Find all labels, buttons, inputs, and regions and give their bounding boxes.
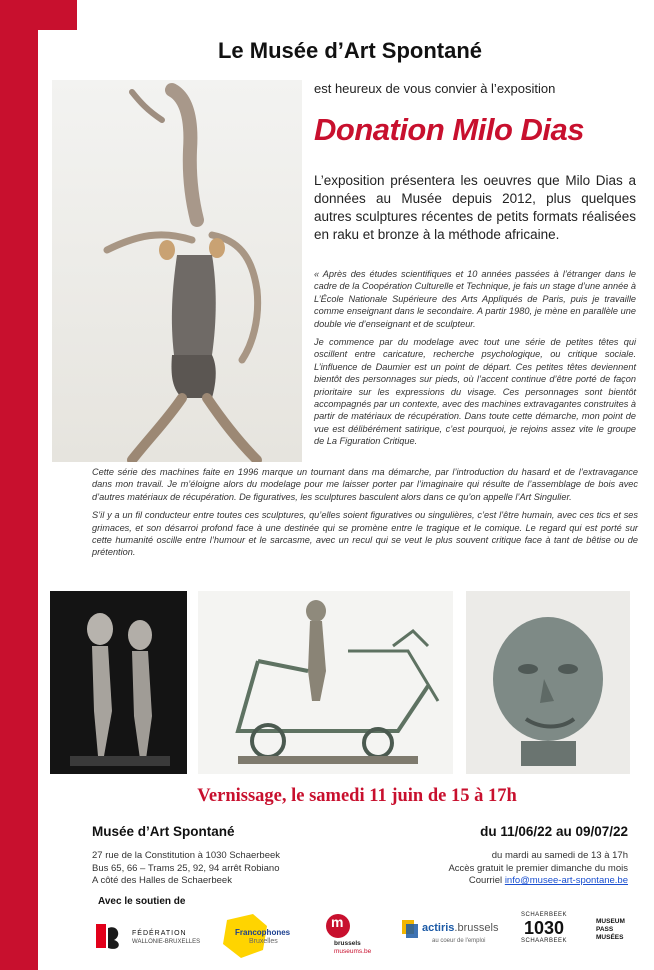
artist-statement-column xyxy=(314,268,636,454)
page-title: Le Musée d’Art Spontané xyxy=(217,38,483,63)
francophones-line-1: Francophones xyxy=(235,928,291,937)
intro-paragraph: L’exposition présentera les oeuvres que Milo Dias a données au Musée depuis 2012, plus quelques autres sculptures récentes de petits formats réalisées en raku et bronze à la méthode africaine. xyxy=(314,173,636,242)
opening-hours xyxy=(448,850,628,888)
email-link[interactable]: info@musee-art-spontane.be xyxy=(504,875,628,886)
mpm-line-2: PASS xyxy=(596,926,614,933)
statement-paragraph-4: S’il y a un fil conducteur entre toutes ces sculptures, qu’elles soient figuratives ou singulières, c’est l’être humain, avec ces tics et ses grimaces, et son désarroi profond face à une destinée qui se promène entre le tragique et le comique. Le regard qui est porté sur cette humanité oscille entre l’humour et le sarcasme, avec un recul qui se veut le plus souvent critique face à tant de bêtise ou de prétention. xyxy=(92,510,638,558)
logo-schaerbeek-1030 xyxy=(514,912,574,960)
sculpture-photo-main xyxy=(52,80,302,462)
email-label: Courriel xyxy=(468,875,503,886)
statement-paragraph-1: « Après des études scientifiques et 10 années passées à l’étranger dans le cadre de la Coopération Culturelle et Technique, je fais un stage d’une année à L’École Nationale Supérieure des Arts Appliqués de Paris, puis je travaille comme enseignant dans le secondaire. A partir 1980, je mène en parallèle une double vie d’enseignant et de sculpteur. xyxy=(314,269,636,329)
mpm-line-1: MUSEUM xyxy=(596,918,625,925)
fwb-line-2: WALLONIE-BRUXELLES xyxy=(132,939,201,945)
fwb-line-1: FÉDÉRATION xyxy=(132,930,187,937)
bm-letter: m xyxy=(331,914,344,930)
logo-francophones-bruxelles xyxy=(219,912,305,960)
museum-name: Musée d’Art Spontané xyxy=(92,824,235,839)
address-line-3: A côté des Halles de Schaerbeek xyxy=(92,875,232,886)
schaerbeek-bottom: SCHAARBEEK xyxy=(520,938,567,944)
address-line-2: Bus 65, 66 – Trams 25, 92, 94 arrêt Robiano xyxy=(92,862,280,874)
invitation-line: est heureux de vous convier à l’exposition xyxy=(314,81,556,96)
schedule-line-2: Accès gratuit le premier dimanche du mois xyxy=(448,862,628,874)
sculpture-photo-couple xyxy=(50,591,187,774)
mpm-line-3: MUSÉES xyxy=(596,934,624,941)
bm-line-2: museums.be xyxy=(334,948,372,955)
address-line-1: 27 rue de la Constitution à 1030 Schaerbeek xyxy=(92,850,281,861)
museum-address xyxy=(92,850,280,888)
logo-actiris-brussels xyxy=(400,916,510,952)
artist-statement-full xyxy=(92,466,638,565)
exhibition-dates: du 11/06/22 au 09/07/22 xyxy=(480,824,628,839)
support-label: Avec le soutien de xyxy=(98,896,186,907)
statement-paragraph-2: Je commence par du modelage avec tout une série de petites têtes qui oscillent entre caricature, recherche psychologique, ou critique sociale. L’influence de Daumier est un point de départ. Ces petites têtes deviennent bientôt des personnages sur pieds, où l’accent continue d’être porté de façon prioritaire sur les expressions du visage. Ces personnages sont bientôt accompagnés par un contexte, avec des machines extravagantes construites à partir de matériaux de récupération. Dans toute cette démarche, mon point de vue est délibérément satirique, c’est pourquoi, je rejoins assez vite le groupe de La Figuration Critique. xyxy=(314,337,636,447)
logo-museum-pass-musees xyxy=(596,918,636,954)
actiris-line-1: actiris.brussels xyxy=(422,922,499,934)
schaerbeek-top: SCHAERBEEK xyxy=(520,912,567,918)
francophones-line-2: Bruxelles xyxy=(249,938,278,945)
exhibition-title: Donation Milo Dias xyxy=(314,112,584,147)
schedule-line-1: du mardi au samedi de 13 à 17h xyxy=(491,850,628,861)
email-line xyxy=(448,875,628,888)
logo-federation-wallonie-bruxelles xyxy=(92,918,207,954)
actiris-line-3: au coeur de l'emploi xyxy=(432,938,486,944)
vernissage-line: Vernissage, le samedi 11 juin de 15 à 17h xyxy=(197,786,517,806)
bm-line-1: brussels xyxy=(334,940,361,947)
statement-paragraph-3: Cette série des machines faite en 1996 marque un tournant dans ma démarche, par l’introduction du hasard et de l’extravagance dans mon travail. Je m’éloigne alors du modelage pour me laisser porter par l’imaginaire qui résulte de l’assemblage de bois avec d’autres matériaux de récupération. De figuratives, les sculptures basculent alors dans ce qu’on appelle l’Art Singulier. xyxy=(92,467,638,502)
sculpture-photo-head xyxy=(466,591,630,774)
sculpture-photo-machine xyxy=(198,591,453,774)
schaerbeek-number: 1030 xyxy=(523,918,565,938)
logo-brussels-museums xyxy=(322,912,382,960)
